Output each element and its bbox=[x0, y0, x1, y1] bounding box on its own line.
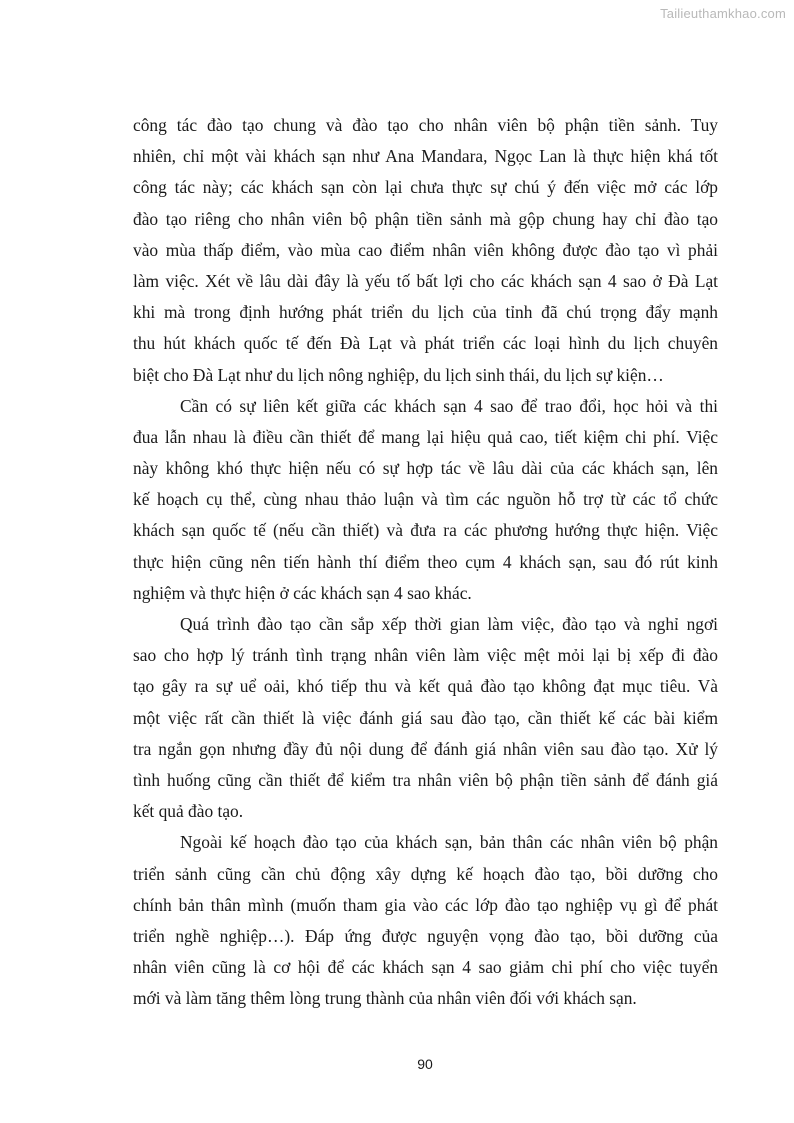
text-line: công tác đào tạo chung và đào tạo cho nhân viên bộ phận tiền sảnh. Tuy bbox=[133, 115, 718, 135]
text-line: công tác này; các khách sạn còn lại chưa thực sự chú ý đến việc mở các lớp bbox=[133, 177, 718, 198]
text-line: sao cho hợp lý tránh tình trạng nhân viên làm việc mệt mỏi lại bị xếp đi đào bbox=[133, 645, 718, 666]
document-body bbox=[133, 110, 718, 1014]
paragraph bbox=[133, 827, 718, 1014]
page-number: 90 bbox=[417, 1056, 433, 1072]
text-line: biệt cho Đà Lạt như du lịch nông nghiệp, du lịch sinh thái, du lịch sự kiện… bbox=[133, 364, 664, 385]
text-line: làm việc. Xét về lâu dài đây là yếu tố bất lợi cho các khách sạn 4 sao ở Đà Lạt bbox=[133, 270, 718, 291]
text-line: Ngoài kế hoạch đào tạo của khách sạn, bản thân các nhân viên bộ phận bbox=[180, 832, 718, 853]
paragraph bbox=[133, 110, 718, 391]
paragraph bbox=[133, 609, 718, 827]
text-line: vào mùa thấp điểm, vào mùa cao điểm nhân viên không được đào tạo vì phải bbox=[133, 239, 718, 260]
text-line: một việc rất cần thiết là việc đánh giá sau đào tạo, cần thiết kế các bài kiểm bbox=[133, 707, 718, 728]
text-line: Cần có sự liên kết giữa các khách sạn 4 sao để trao đổi, học hỏi và thi bbox=[180, 395, 718, 416]
text-line: kết quả đào tạo. bbox=[133, 801, 244, 822]
text-line: nhân viên cũng là cơ hội để các khách sạn 4 sao giảm chi phí cho việc tuyển bbox=[133, 957, 718, 978]
text-line: khách sạn quốc tế (nếu cần thiết) và đưa ra các phương hướng thực hiện. Việc bbox=[133, 520, 718, 541]
text-line: tra ngắn gọn nhưng đầy đủ nội dung để đánh giá nhân viên sau đào tạo. Xử lý bbox=[133, 738, 718, 759]
text-line: tạo gây ra sự uể oải, khó tiếp thu và kết quả đào tạo không đạt mục tiêu. Và bbox=[133, 676, 718, 697]
text-line: nhiên, chỉ một vài khách sạn như Ana Mandara, Ngọc Lan là thực hiện khá tốt bbox=[133, 146, 718, 167]
text-line: khi mà trong định hướng phát triển du lịch của tỉnh đã chú trọng đẩy mạnh bbox=[133, 302, 718, 323]
text-line: triển sảnh cũng cần chủ động xây dựng kế hoạch đào tạo, bồi dưỡng cho bbox=[133, 863, 718, 884]
text-line: chính bản thân mình (muốn tham gia vào các lớp đào tạo nghiệp vụ gì để phát bbox=[133, 894, 718, 915]
text-line: đua lẫn nhau là điều cần thiết để mang lại hiệu quả cao, tiết kiệm chi phí. Việc bbox=[133, 426, 718, 447]
text-line: mới và làm tăng thêm lòng trung thành của nhân viên đối với khách sạn. bbox=[133, 988, 637, 1009]
text-line: nghiệm và thực hiện ở các khách sạn 4 sao khác. bbox=[133, 582, 472, 603]
watermark: Tailieuthamkhao.com bbox=[660, 6, 786, 21]
text-line: triển nghề nghiệp…). Đáp ứng được nguyện vọng đào tạo, bồi dưỡng của bbox=[133, 925, 718, 946]
text-line: thu hút khách quốc tế đến Đà Lạt và phát triển các loại hình du lịch chuyên bbox=[133, 333, 718, 354]
text-line: thực hiện cũng nên tiến hành thí điểm theo cụm 4 khách sạn, sau đó rút kinh bbox=[133, 551, 718, 572]
text-line: kế hoạch cụ thể, cùng nhau thảo luận và tìm các nguồn hỗ trợ từ các tổ chức bbox=[133, 489, 718, 510]
text-line: đào tạo riêng cho nhân viên bộ phận tiền sảnh mà gộp chung hay chỉ đào tạo bbox=[133, 208, 718, 229]
text-line: này không khó thực hiện nếu có sự hợp tác về lâu dài của các khách sạn, lên bbox=[133, 458, 718, 479]
text-line: tình huống cũng cần thiết để kiểm tra nhân viên bộ phận tiền sảnh để đánh giá bbox=[133, 769, 718, 790]
text-line: Quá trình đào tạo cần sắp xếp thời gian làm việc, đào tạo và nghỉ ngơi bbox=[180, 614, 718, 634]
paragraph bbox=[133, 391, 718, 609]
